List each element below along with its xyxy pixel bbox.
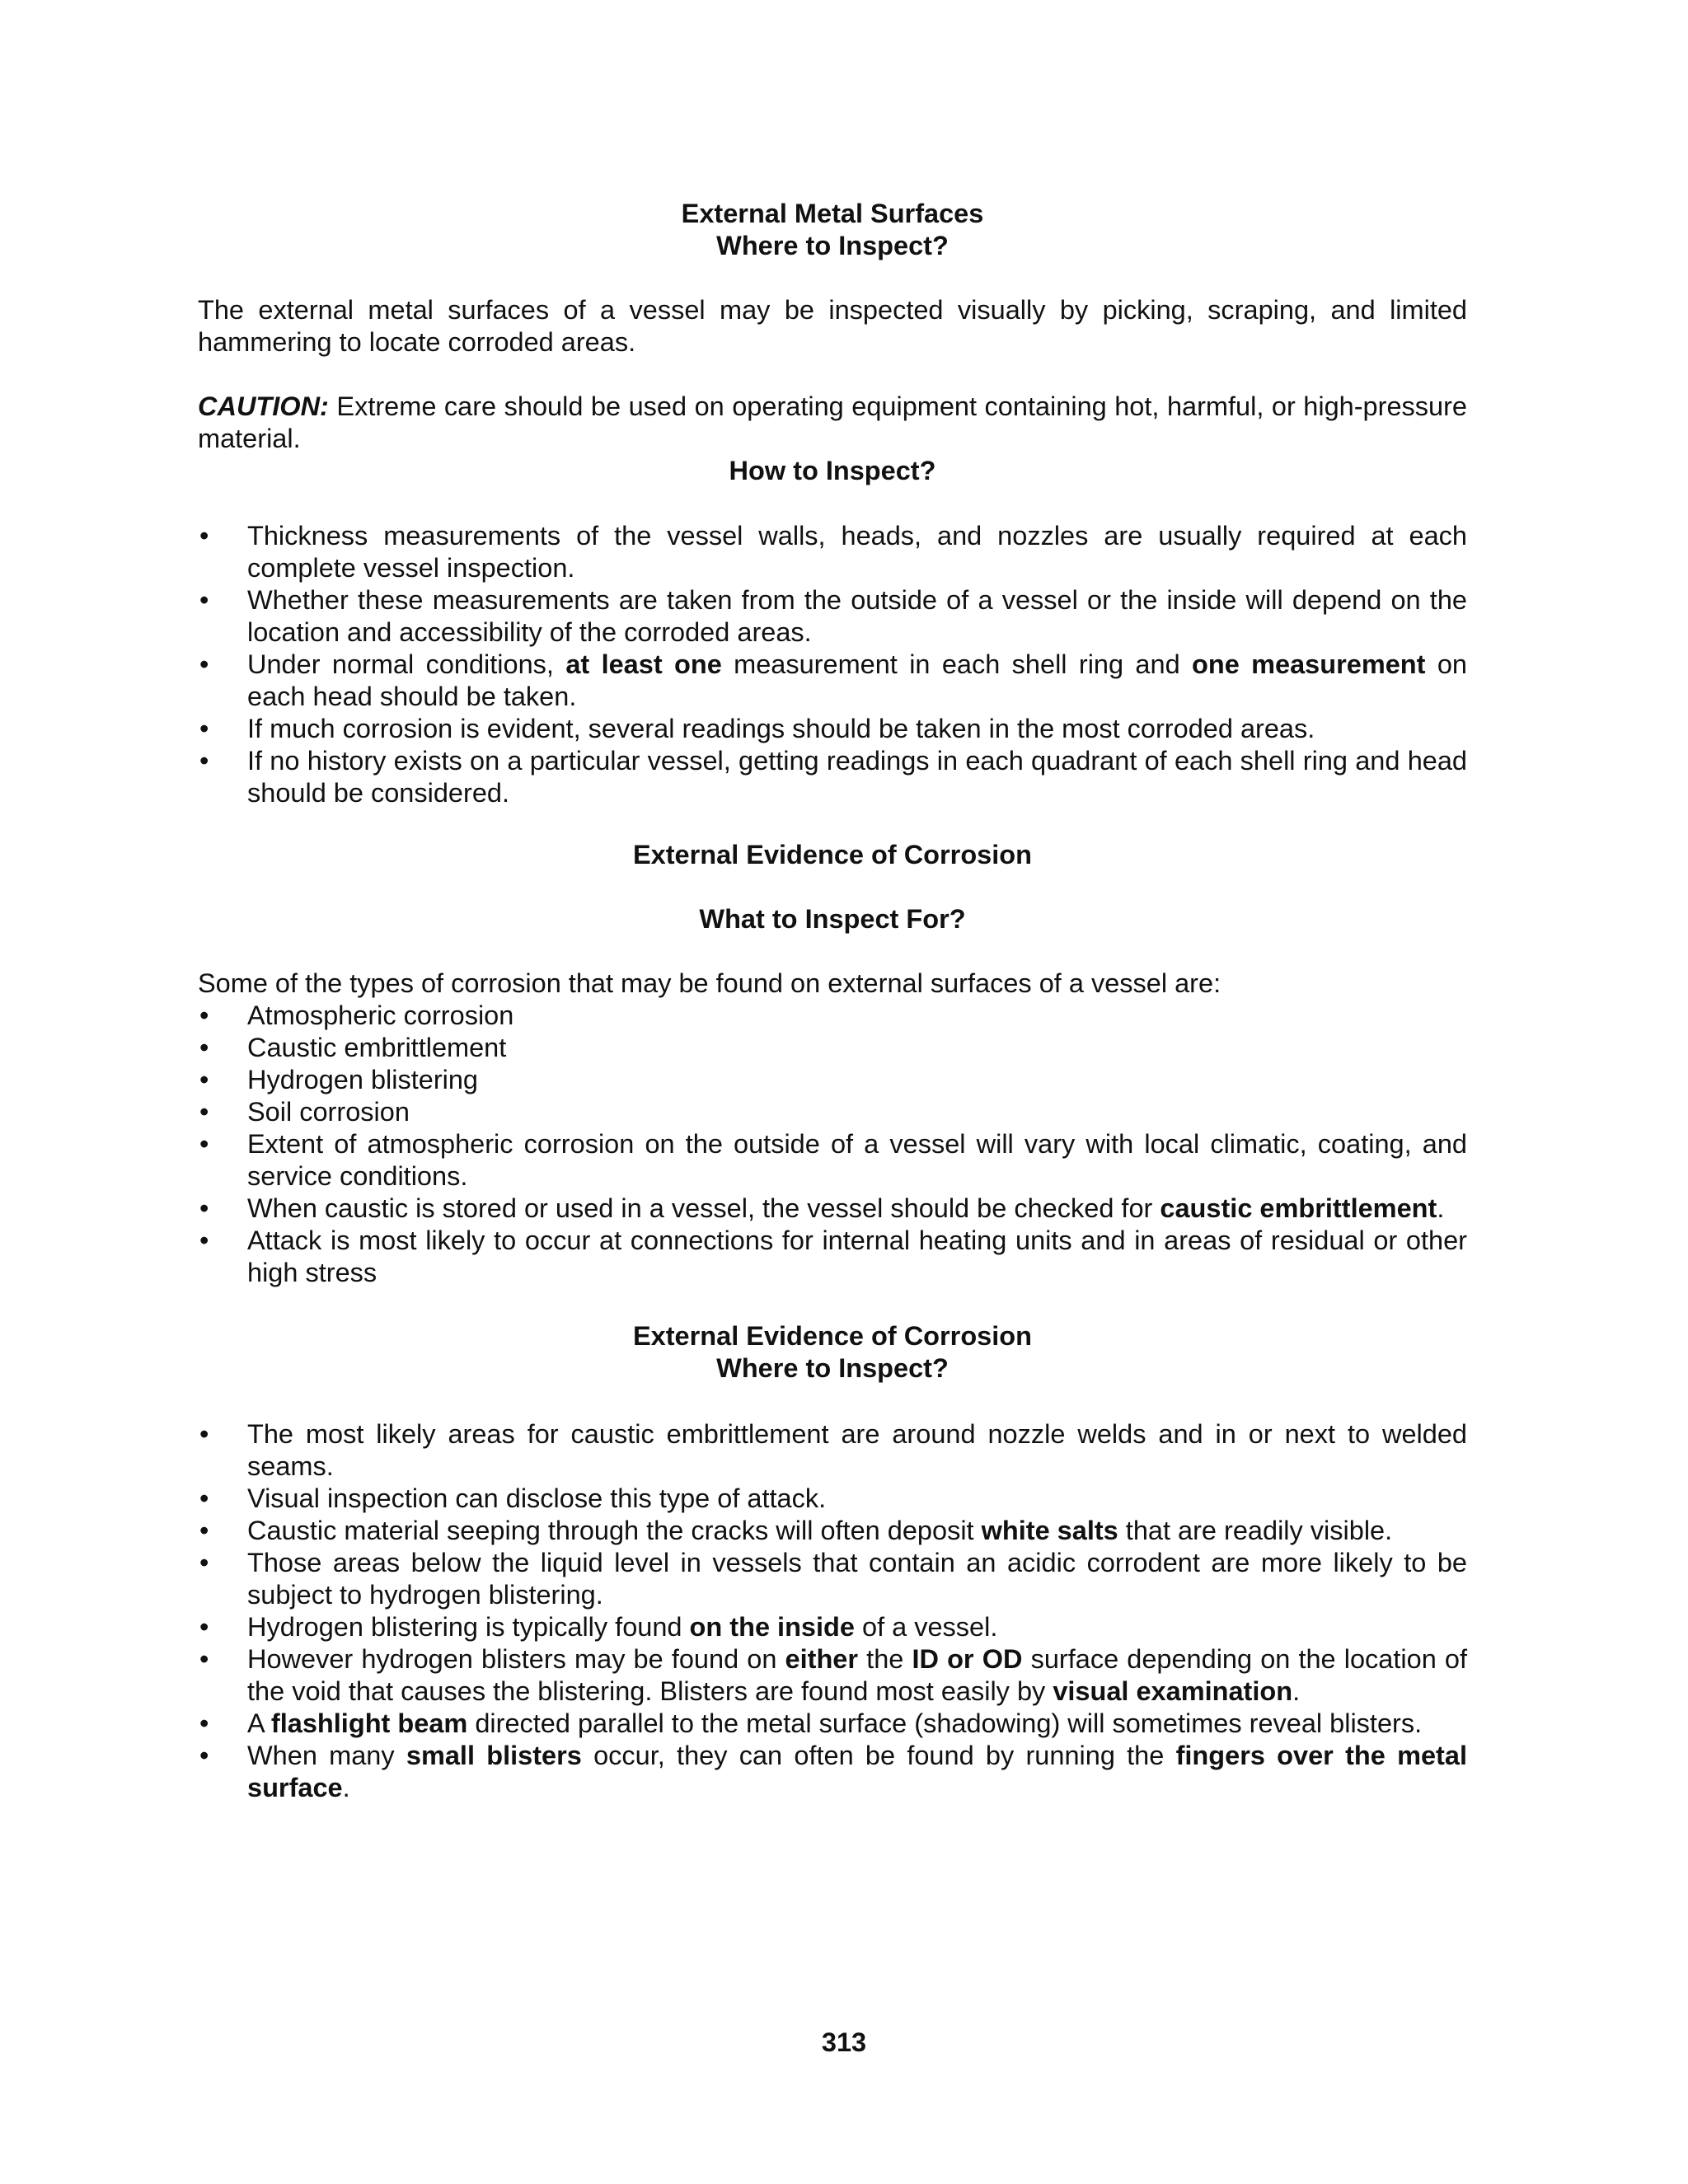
page-number: 313 <box>821 2027 867 2057</box>
emphasis: either <box>785 1644 859 1674</box>
caution-label: CAUTION: <box>198 391 329 421</box>
list-item: • When caustic is stored or used in a vessel, the vessel should be checked for caustic embrittlement. <box>198 1193 1467 1225</box>
intro-paragraph: The external metal surfaces of a vessel may be inspected visually by picking, scraping, and limited hammering to locate corroded areas. <box>198 295 1467 357</box>
list-item: • Hydrogen blistering <box>198 1064 1467 1096</box>
emphasis: flashlight beam <box>270 1708 468 1738</box>
list-item: • Whether these measurements are taken from the outside of a vessel or the inside will depend on the location and accessibility of the corroded areas. <box>198 584 1467 649</box>
document-page <box>198 198 1467 1804</box>
caution-text: Extreme care should be used on operating equipment containing hot, harmful, or high-pressure material. <box>198 391 1467 453</box>
list-item: • Under normal conditions, at least one measurement in each shell ring and one measurement on each head should be taken. <box>198 649 1467 713</box>
emphasis: white salts <box>981 1516 1118 1545</box>
list-item: • A flashlight beam directed parallel to the metal surface (shadowing) will sometimes reveal blisters. <box>198 1708 1467 1740</box>
list-item: • Attack is most likely to occur at connections for internal heating units and in areas of residual or other high stress <box>198 1225 1467 1289</box>
list-item: • Caustic material seeping through the cracks will often deposit white salts that are readily visible. <box>198 1515 1467 1547</box>
section-subtitle: Where to Inspect? <box>716 1353 949 1383</box>
section-subtitle: What to Inspect For? <box>699 904 966 934</box>
emphasis: one measurement <box>1192 649 1426 679</box>
list-item: • Those areas below the liquid level in vessels that contain an acidic corrodent are more likely to be subject to hydrogen blistering. <box>198 1547 1467 1611</box>
caution-paragraph <box>198 391 1467 455</box>
where-to-inspect-list <box>198 1418 1467 1804</box>
section-title: External Evidence of Corrosion <box>632 1321 1032 1351</box>
list-item: • Visual inspection can disclose this type of attack. <box>198 1483 1467 1515</box>
list-item: • Thickness measurements of the vessel walls, heads, and nozzles are usually required at each complete vessel inspection. <box>198 520 1467 584</box>
list-item: • Caustic embrittlement <box>198 1032 1467 1064</box>
list-item: • Extent of atmospheric corrosion on the outside of a vessel will vary with local climatic, coating, and service conditions. <box>198 1128 1467 1193</box>
how-to-inspect-list <box>198 520 1467 809</box>
emphasis: small blisters <box>406 1741 582 1770</box>
emphasis: visual examination <box>1053 1676 1293 1706</box>
list-item: • If no history exists on a particular vessel, getting readings in each quadrant of each shell ring and head should be considered. <box>198 745 1467 809</box>
list-item: • The most likely areas for caustic embrittlement are around nozzle welds and in or next to welded seams. <box>198 1418 1467 1483</box>
list-item: • Soil corrosion <box>198 1096 1467 1128</box>
list-item: • However hydrogen blisters may be found on either the ID or OD surface depending on the location of the void that causes the blistering. Blisters are found most easily by visual examination. <box>198 1643 1467 1708</box>
list-item: • Hydrogen blistering is typically found on the inside of a vessel. <box>198 1611 1467 1643</box>
corrosion-types-list <box>198 1000 1467 1289</box>
how-to-inspect-heading: How to Inspect? <box>729 456 936 485</box>
list-item: • If much corrosion is evident, several readings should be taken in the most corroded areas. <box>198 713 1467 745</box>
emphasis: fingers over the metal surface <box>247 1741 1467 1802</box>
emphasis: caustic embrittlement <box>1160 1193 1437 1223</box>
section-title: External Metal Surfaces <box>681 199 984 228</box>
emphasis: at least one <box>565 649 722 679</box>
emphasis: ID or OD <box>912 1644 1023 1674</box>
emphasis: on the inside <box>689 1612 855 1642</box>
section-title: External Evidence of Corrosion <box>632 840 1032 869</box>
list-item: • When many small blisters occur, they can often be found by running the fingers over the metal surface. <box>198 1740 1467 1804</box>
list-item: • Atmospheric corrosion <box>198 1000 1467 1032</box>
section-subtitle: Where to Inspect? <box>716 231 949 260</box>
intro-paragraph: Some of the types of corrosion that may be found on external surfaces of a vessel are: <box>198 968 1221 998</box>
